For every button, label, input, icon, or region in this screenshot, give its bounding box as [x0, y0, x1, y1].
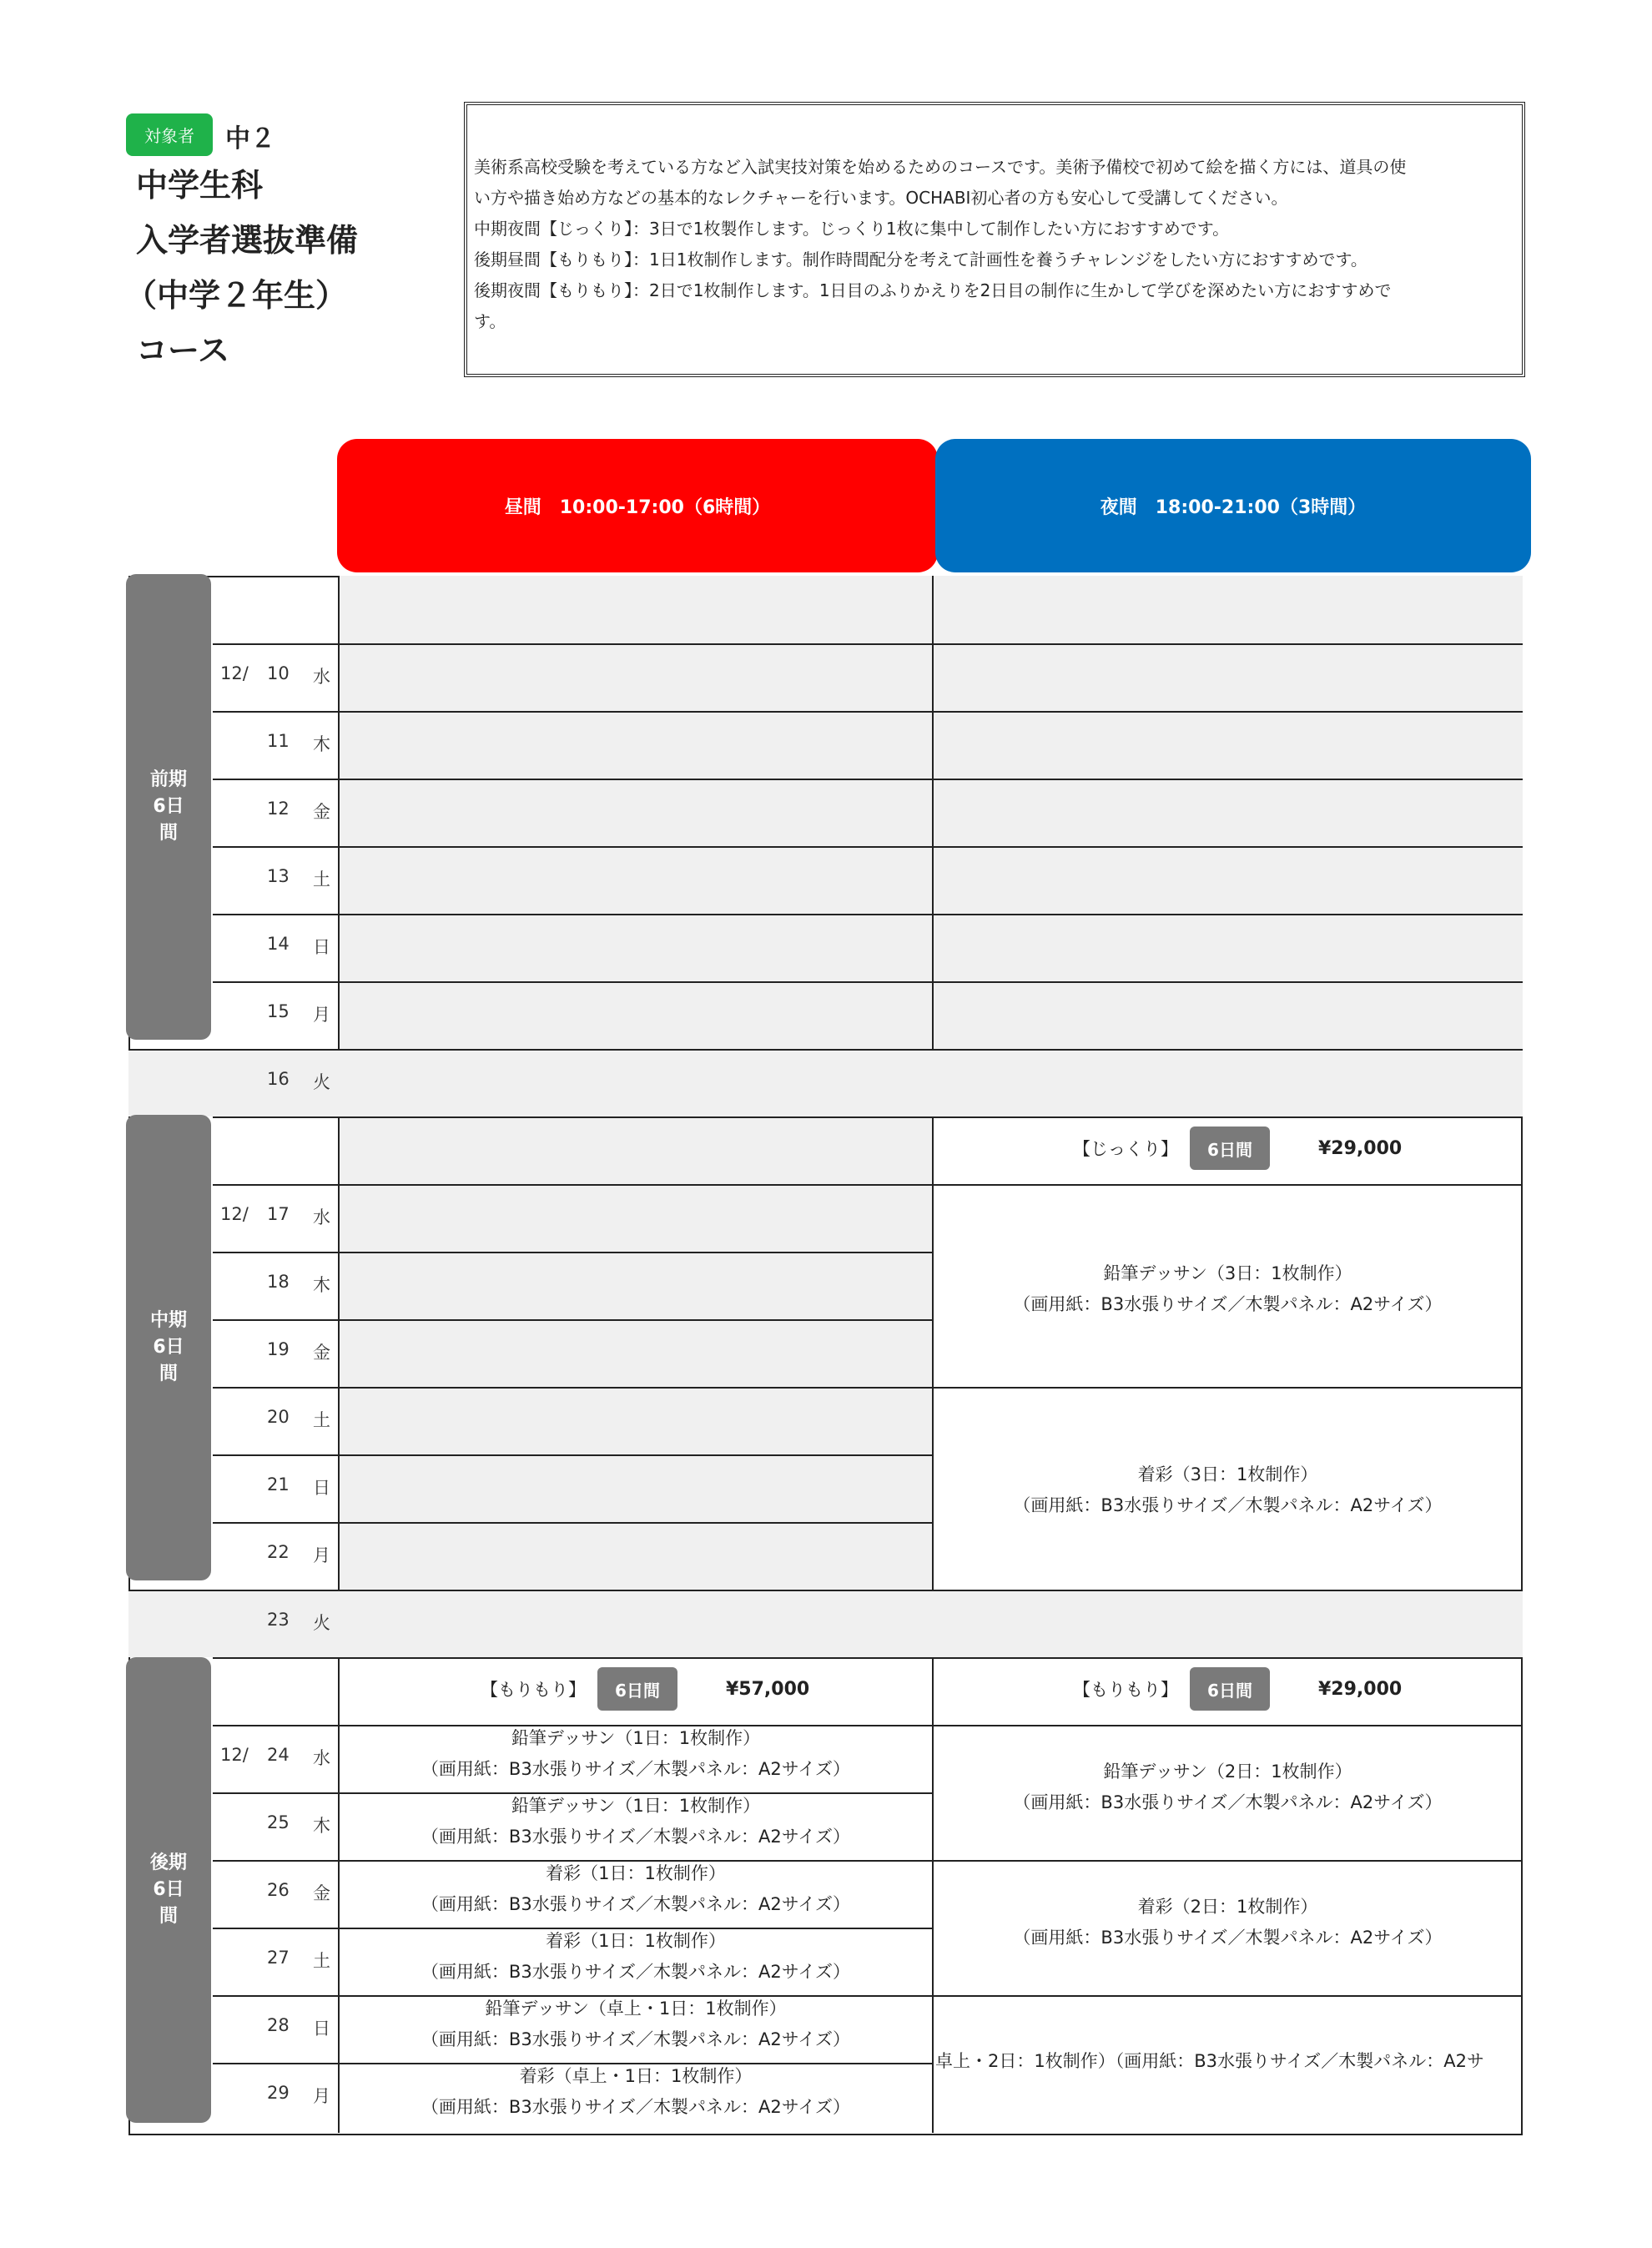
date-day: 27	[267, 1948, 290, 1968]
date-day: 18	[267, 1272, 290, 1292]
course-title-line-4: コース	[136, 332, 230, 369]
plan-price: ¥57,000	[726, 1678, 810, 1700]
day-cell	[339, 643, 933, 711]
date-label	[220, 1339, 330, 1364]
block-title: 着彩（2日：1枚制作）	[1137, 1897, 1318, 1918]
date-weekday: 水	[313, 1207, 330, 1227]
description-line: 美術系高校受験を考えている方など入試実技対策を始めるためのコースです。美術予備校で初めて絵を描く方には、道具の使	[474, 157, 1407, 177]
date-weekday: 土	[313, 1410, 330, 1430]
day-cell	[339, 576, 933, 643]
date-weekday: 木	[313, 1275, 330, 1295]
course-title-line-3: （中学２年生）	[125, 277, 348, 314]
plan-duration-badge: 6日間	[1190, 1127, 1270, 1170]
late-day-row-26	[339, 1855, 933, 1923]
row-detail: （画用紙：B3水張りサイズ／木製パネル：A2サイズ）	[421, 1826, 851, 1847]
date-month	[220, 1474, 267, 1500]
date-day: 25	[267, 1812, 290, 1832]
description-line: す。	[474, 311, 506, 331]
row-detail: （画用紙：B3水張りサイズ／木製パネル：A2サイズ）	[421, 2096, 851, 2117]
date-month	[220, 731, 267, 756]
date-weekday: 土	[313, 1951, 330, 1971]
date-month	[220, 1542, 267, 1567]
plan-mid-night	[1073, 1127, 1402, 1170]
date-cell	[213, 1116, 339, 1184]
date-weekday: 木	[313, 1816, 330, 1836]
date-day: 12	[267, 799, 290, 819]
plan-duration-badge: 6日間	[597, 1667, 677, 1711]
date-cell	[213, 1657, 339, 1725]
date-label	[220, 1542, 330, 1567]
holiday-row	[128, 1590, 1523, 1657]
header-daytime: 昼間 10:00-17:00（6時間）	[337, 439, 938, 572]
row-title: 着彩（1日：1枚制作）	[546, 1930, 726, 1951]
day-cell	[339, 1252, 933, 1319]
night-cell	[933, 779, 1523, 846]
late-day-row-24	[339, 1720, 933, 1787]
date-month	[220, 1272, 267, 1297]
date-month: 12/	[220, 663, 249, 683]
block-title: 鉛筆デッサン（2日：1枚制作）	[1103, 1762, 1352, 1782]
column-divider	[932, 576, 934, 1049]
date-label	[220, 1610, 330, 1635]
late-day-row-25	[339, 1787, 933, 1855]
mid-night-block-1	[933, 1188, 1523, 1389]
day-cell	[339, 779, 933, 846]
plan-late-night	[1073, 1667, 1402, 1711]
holiday-row	[128, 1049, 1523, 1116]
row-title: 鉛筆デッサン（1日：1枚制作）	[511, 1727, 761, 1748]
date-month	[220, 799, 267, 824]
row-detail: （画用紙：B3水張りサイズ／木製パネル：A2サイズ）	[421, 1758, 851, 1779]
date-label	[220, 2083, 330, 2108]
date-label	[220, 1204, 330, 1229]
date-weekday: 月	[313, 2086, 330, 2106]
row-detail: （画用紙：B3水張りサイズ／木製パネル：A2サイズ）	[421, 1893, 851, 1914]
date-weekday: 火	[313, 1072, 330, 1092]
date-day: 17	[267, 1204, 290, 1224]
date-day: 29	[267, 2083, 290, 2103]
date-day: 23	[267, 1610, 290, 1630]
date-weekday: 日	[313, 937, 330, 957]
date-day: 13	[267, 866, 290, 886]
date-month	[220, 1812, 267, 1837]
plan-name: 【じっくり】	[1073, 1139, 1178, 1159]
mid-night-block-2	[933, 1389, 1523, 1591]
date-cell	[213, 576, 339, 643]
night-cell	[933, 643, 1523, 711]
date-weekday: 水	[313, 667, 330, 687]
row-detail: （画用紙：B3水張りサイズ／木製パネル：A2サイズ）	[421, 2029, 851, 2049]
date-label	[220, 1948, 330, 1973]
date-label	[220, 799, 330, 824]
date-month	[220, 1407, 267, 1432]
plan-price: ¥29,000	[1318, 1678, 1403, 1700]
target-grade: 中２	[225, 124, 275, 154]
date-weekday: 金	[313, 1883, 330, 1903]
plan-price: ¥29,000	[1318, 1137, 1403, 1159]
row-title: 鉛筆デッサン（1日：1枚制作）	[511, 1795, 761, 1816]
night-cell	[933, 846, 1523, 914]
date-label	[220, 1407, 330, 1432]
date-day: 24	[267, 1745, 290, 1765]
date-month: 12/	[220, 1204, 249, 1224]
description-line: 後期夜間【もりもり】：2日で1枚制作します。1日目のふりかえりを2日目の制作に生かして学びを深めたい方におすすめで	[474, 280, 1392, 300]
date-month	[220, 2015, 267, 2040]
row-title: 鉛筆デッサン（卓上・1日：1枚制作）	[485, 1998, 787, 2019]
night-cell	[933, 981, 1523, 1049]
date-label	[220, 1880, 330, 1905]
date-day: 15	[267, 1001, 290, 1021]
period-mid: 中期 6日 間	[126, 1115, 211, 1580]
night-cell	[933, 576, 1523, 643]
date-day: 21	[267, 1474, 290, 1494]
date-month: 12/	[220, 1745, 249, 1765]
day-cell	[339, 981, 933, 1049]
course-title-line-2: 入学者選抜準備	[136, 222, 359, 259]
date-label	[220, 731, 330, 756]
date-day: 16	[267, 1069, 290, 1089]
target-badge: 対象者	[126, 113, 213, 156]
period-early: 前期 6日 間	[126, 574, 211, 1040]
late-night-block-3: 卓上・2日：1枚制作）（画用紙：B3水張りサイズ／木製パネル：A2サ	[935, 2051, 1485, 2071]
day-cell	[339, 846, 933, 914]
date-weekday: 月	[313, 1005, 330, 1025]
date-weekday: 木	[313, 734, 330, 754]
course-title-line-1: 中学生科	[136, 167, 264, 204]
date-label	[220, 866, 330, 891]
date-weekday: 月	[313, 1545, 330, 1565]
date-weekday: 日	[313, 1478, 330, 1498]
date-month	[220, 1001, 267, 1026]
description-line: い方や描き始め方などの基本的なレクチャーを行います。OCHABI初心者の方も安心して受講してください。	[474, 188, 1288, 208]
date-day: 11	[267, 731, 290, 751]
date-label	[220, 663, 330, 688]
date-label	[220, 1272, 330, 1297]
plan-duration-badge: 6日間	[1190, 1667, 1270, 1711]
date-month	[220, 1610, 267, 1635]
day-cell	[339, 1116, 933, 1184]
date-month	[220, 1339, 267, 1364]
day-cell	[339, 1319, 933, 1387]
day-cell	[339, 914, 933, 981]
day-cell	[339, 711, 933, 779]
period-late: 後期 6日 間	[126, 1657, 211, 2123]
date-weekday: 土	[313, 869, 330, 890]
date-day: 19	[267, 1339, 290, 1359]
block-detail: （画用紙：B3水張りサイズ／木製パネル：A2サイズ）	[1013, 1928, 1443, 1948]
row-title: 着彩（1日：1枚制作）	[546, 1862, 726, 1883]
block-detail: （画用紙：B3水張りサイズ／木製パネル：A2サイズ）	[1013, 1293, 1443, 1314]
day-cell	[339, 1522, 933, 1590]
block-title: 鉛筆デッサン（3日：1枚制作）	[1103, 1263, 1352, 1283]
date-month	[220, 2083, 267, 2108]
late-day-row-28	[339, 1990, 933, 2058]
date-weekday: 金	[313, 1343, 330, 1363]
late-night-block-1	[933, 1720, 1523, 1855]
plan-late-day	[481, 1667, 809, 1711]
date-weekday: 水	[313, 1748, 330, 1768]
plan-name: 【もりもり】	[481, 1680, 586, 1700]
date-label	[220, 1745, 330, 1770]
row-title: 着彩（卓上・1日：1枚制作）	[519, 2065, 753, 2086]
day-cell	[339, 1387, 933, 1454]
date-day: 14	[267, 934, 290, 954]
date-day: 28	[267, 2015, 290, 2035]
block-title: 着彩（3日：1枚制作）	[1137, 1464, 1318, 1485]
date-month	[220, 934, 267, 959]
date-month	[220, 1880, 267, 1905]
late-day-row-27	[339, 1923, 933, 1990]
date-label	[220, 1069, 330, 1094]
date-month	[220, 1948, 267, 1973]
date-label	[220, 1001, 330, 1026]
date-weekday: 日	[313, 2019, 330, 2039]
date-day: 22	[267, 1542, 290, 1562]
date-month	[220, 1069, 267, 1094]
block-detail: （画用紙：B3水張りサイズ／木製パネル：A2サイズ）	[1013, 1792, 1443, 1812]
description-line: 中期夜間【じっくり】：3日で1枚製作します。じっくり1枚に集中して制作したい方におすすめです。	[474, 219, 1230, 239]
day-cell	[339, 1454, 933, 1522]
row-detail: （画用紙：B3水張りサイズ／木製パネル：A2サイズ）	[421, 1961, 851, 1982]
day-cell	[339, 1184, 933, 1252]
date-weekday: 火	[313, 1613, 330, 1633]
header-nighttime: 夜間 18:00-21:00（3時間）	[935, 439, 1531, 572]
column-divider	[338, 576, 340, 1049]
late-night-block-2	[933, 1855, 1523, 1990]
date-month	[220, 866, 267, 891]
date-day: 20	[267, 1407, 290, 1427]
date-day: 26	[267, 1880, 290, 1900]
night-cell	[933, 2063, 1523, 2130]
column-divider	[338, 1116, 340, 1590]
date-day: 10	[267, 663, 290, 683]
course-description	[464, 102, 1525, 377]
late-day-row-29	[339, 2058, 933, 2125]
date-label	[220, 1812, 330, 1837]
description-line: 後期昼間【もりもり】：1日1枚制作します。制作時間配分を考えて計画性を養うチャレンジをしたい方におすすめです。	[474, 249, 1367, 270]
block-detail: （画用紙：B3水張りサイズ／木製パネル：A2サイズ）	[1013, 1495, 1443, 1515]
plan-name: 【もりもり】	[1073, 1680, 1178, 1700]
date-weekday: 金	[313, 802, 330, 822]
date-label	[220, 2015, 330, 2040]
date-label	[220, 1474, 330, 1500]
night-cell	[933, 914, 1523, 981]
date-label	[220, 934, 330, 959]
night-cell	[933, 711, 1523, 779]
